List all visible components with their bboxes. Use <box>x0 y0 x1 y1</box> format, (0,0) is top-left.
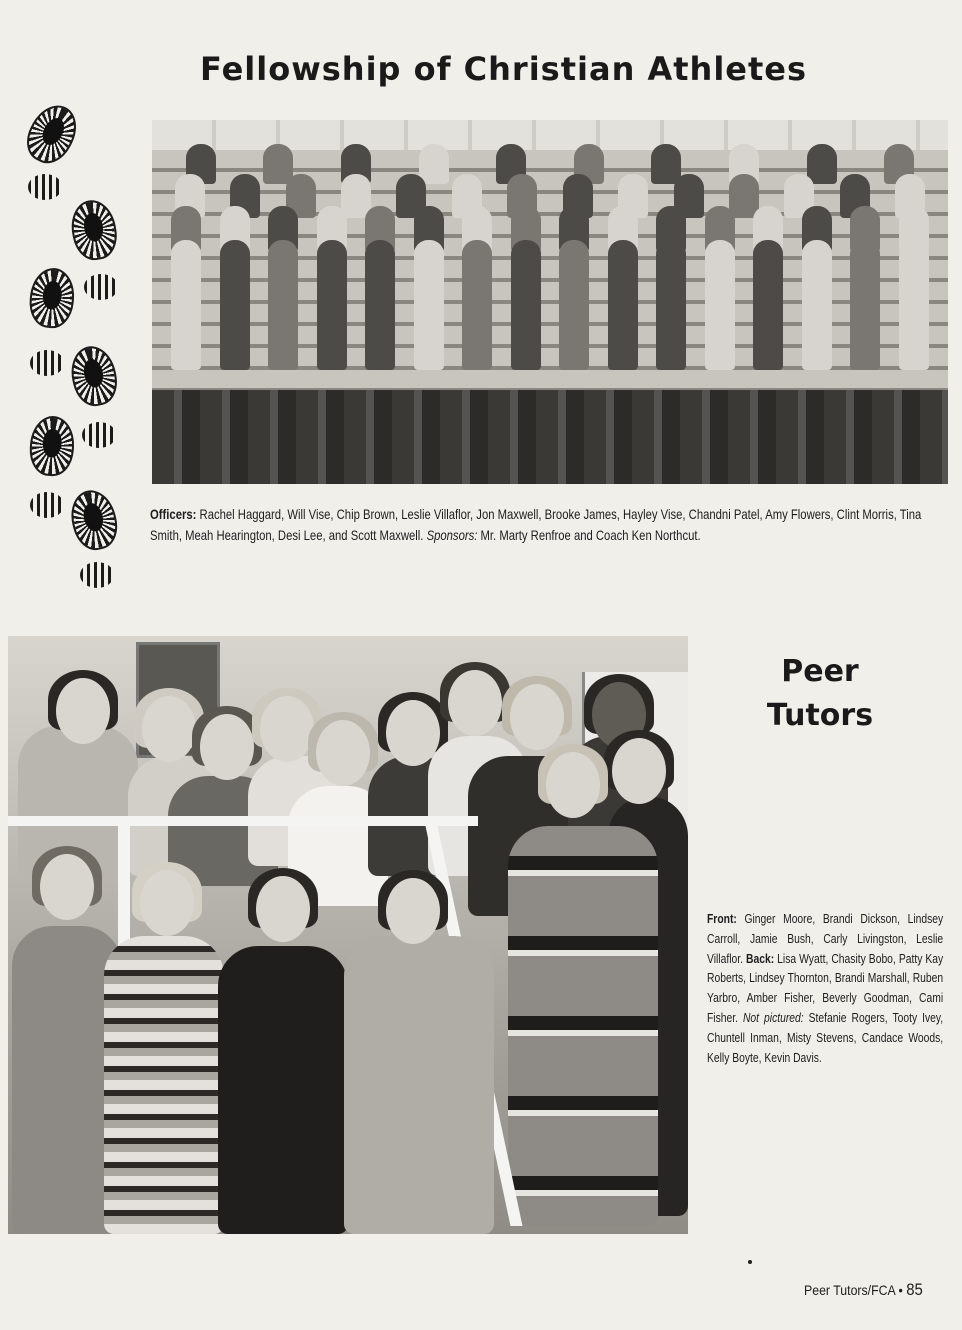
front-label: Front: <box>707 912 737 926</box>
officers-label: Officers: <box>150 507 197 522</box>
folio-section: Peer Tutors/FCA <box>804 1282 896 1298</box>
peer-tutors-group-photo <box>8 636 688 1234</box>
page-number: 85 <box>906 1280 923 1299</box>
not-pictured-list: Stefanie Rogers, Tooty Ivey, Chuntell Inman, Misty Stevens, Candace Woods, Kelly Boyte, Kevin Davis. <box>707 1010 944 1065</box>
footprints-icon <box>22 100 132 600</box>
folio-bullet: • <box>898 1282 903 1298</box>
sponsors-list: Mr. Marty Renfroe and Coach Ken Northcut. <box>480 528 701 543</box>
peer-tutors-title <box>740 650 900 738</box>
sponsors-label: Sponsors: <box>426 528 478 543</box>
page-folio <box>804 1280 927 1300</box>
back-label: Back: <box>746 951 775 966</box>
fca-group-photo <box>152 120 948 484</box>
peer-tutors-title-line1: Peer <box>781 654 859 689</box>
fca-title: Fellowship of Christian Athletes <box>200 50 808 88</box>
officers-list: Rachel Haggard, Will Vise, Chip Brown, Leslie Villaflor, Jon Maxwell, Brooke James, Hayley Vise, Chandni Patel, Amy Flowers, Clint Morris, Tina Smith, Meah Hearington, Desi Lee, and Scott Maxwell. <box>150 507 922 543</box>
front-list: Ginger Moore, Brandi Dickson, Lindsey Carroll, Jamie Bush, Carly Livingston, Leslie Villaflor. <box>707 912 944 966</box>
not-pictured-label: Not pictured: <box>742 1010 804 1025</box>
peer-tutors-caption <box>707 910 943 1068</box>
back-list: Lisa Wyatt, Chasity Bobo, Patty Kay Roberts, Lindsey Thornton, Brandi Marshall, Ruben Yarbro, Amber Fisher, Beverly Goodman, Cami Fisher. <box>707 951 944 1025</box>
peer-tutors-title-line2: Tutors <box>766 698 874 733</box>
print-dot <box>748 1260 752 1264</box>
fca-caption <box>150 504 947 546</box>
